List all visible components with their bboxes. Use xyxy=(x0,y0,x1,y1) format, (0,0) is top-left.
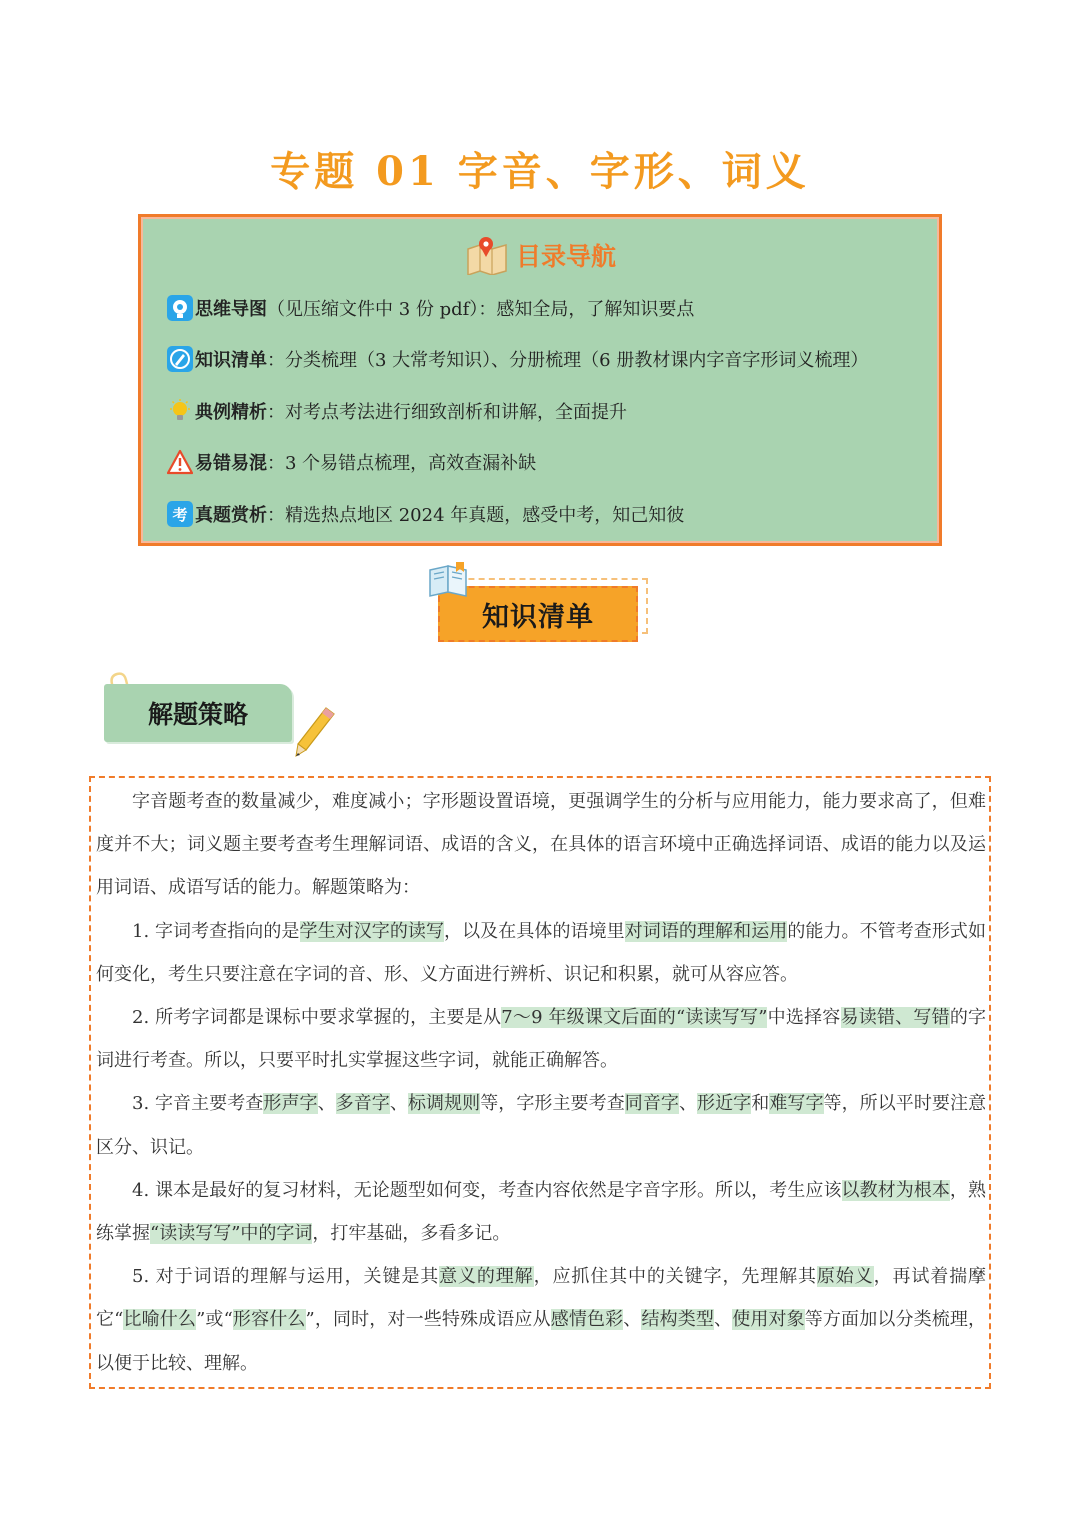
highlighted-term: 使用对象 xyxy=(732,1309,805,1331)
highlighted-term: 易读错、写错 xyxy=(840,1007,950,1029)
lightbulb-icon xyxy=(167,398,193,424)
text-run: 、 xyxy=(678,1093,698,1115)
toc-item-text: ：对考点考法进行细致剖析和讲解，全面提升 xyxy=(267,402,627,423)
highlighted-term: 形近字 xyxy=(697,1093,752,1115)
text-run: ，熟练掌握 xyxy=(96,1179,986,1245)
highlighted-term: 7～9 年级课文后面的“读读写写” xyxy=(501,1007,768,1029)
text-run: 、 xyxy=(389,1093,408,1115)
text-run: 等，字形主要考查 xyxy=(480,1093,625,1115)
highlighted-term: 感情色彩 xyxy=(550,1309,624,1331)
text-run: ”或“ xyxy=(196,1309,233,1331)
toc-item-text: ：分类梳理（3 大常考知识）、分册梳理（6 册教材课内字音字形词义梳理） xyxy=(267,350,869,371)
knowledge-list-banner xyxy=(438,578,648,644)
toc-item-label: 思维导图 xyxy=(195,299,267,320)
text-run: 等方面加以分类梳理，以便于比较、理解。 xyxy=(96,1309,987,1374)
text-run: 、 xyxy=(623,1309,642,1331)
toc-item xyxy=(167,501,684,527)
toc-item xyxy=(167,449,536,475)
text-run: 5. 对于词语的理解与运用，关键是其 xyxy=(132,1266,440,1288)
toc-navigation-box xyxy=(138,214,942,546)
toc-item xyxy=(167,398,627,424)
map-pin-icon xyxy=(464,235,510,275)
highlighted-term: 原始义 xyxy=(816,1266,874,1288)
page-title: 专题 01 字音、字形、词义 xyxy=(270,148,810,195)
toc-item xyxy=(167,346,868,372)
strategy-tab: 解题策略 xyxy=(104,684,292,742)
strategy-paragraph xyxy=(96,996,986,1082)
toc-item-label: 易错易混 xyxy=(195,453,267,474)
highlighted-term: 形容什么 xyxy=(232,1309,306,1331)
text-run: ，应抓住其中的关键字，先理解其 xyxy=(533,1266,817,1288)
text-run: ”，同时，对一些特殊成语应从 xyxy=(305,1309,551,1331)
text-run: 3. 字音主要考查 xyxy=(132,1093,264,1115)
pencil-icon xyxy=(292,706,336,758)
book-icon xyxy=(426,560,472,600)
exam-icon: 考 xyxy=(167,501,193,527)
highlighted-term: 形声字 xyxy=(263,1093,318,1115)
text-run: ，再试着揣摩它“ xyxy=(96,1266,987,1331)
highlighted-term: 意义的理解 xyxy=(439,1266,534,1288)
highlighted-term: “读读写写”中的字词 xyxy=(150,1223,313,1245)
text-run: 、 xyxy=(714,1309,733,1331)
text-run: 中选择容 xyxy=(767,1007,841,1029)
pen-icon xyxy=(167,346,193,372)
text-run: ，以及在具体的语境里 xyxy=(444,920,625,942)
toc-item-label: 真题赏析 xyxy=(195,505,267,526)
text-run: 、 xyxy=(317,1093,336,1115)
text-run: ，打牢基础，多看多记。 xyxy=(312,1223,511,1245)
text-run: 字音题考查的数量减少，难度减小；字形题设置语境，更强调学生的分析与应用能力，能力要求高了，但难度并不大；词义题主要考查考生理解词语、成语的含义，在具体的语言环境中正确选择词语、成语的能力以及运用词语、成语写话的能力。解题策略为： xyxy=(96,791,986,899)
highlighted-term: 对词语的理解和运用 xyxy=(624,920,788,942)
highlighted-term: 难写字 xyxy=(769,1093,824,1115)
highlighted-term: 结构类型 xyxy=(641,1309,715,1331)
highlighted-term: 学生对汉字的读写 xyxy=(299,920,445,942)
toc-item-text: （见压缩文件中 3 份 pdf）：感知全局，了解知识要点 xyxy=(267,299,695,320)
strategy-paragraph xyxy=(96,780,986,910)
text-run: 的能力。不管考查形式如何变化，考生只要注意在字词的音、形、义方面进行辨析、识记和积累，就可从容应答。 xyxy=(96,920,986,985)
banner-label: 知识清单 xyxy=(438,586,638,642)
toc-item-text: ：3 个易错点梳理，高效查漏补缺 xyxy=(267,453,537,474)
strategy-paragraph xyxy=(96,1082,986,1168)
warning-icon xyxy=(167,449,193,475)
toc-item-text: ：精选热点地区 2024 年真题，感受中考，知己知彼 xyxy=(267,505,685,526)
toc-item-label: 知识清单 xyxy=(195,350,267,371)
text-run: 的字词进行考查。所以，只要平时扎实掌握这些字词，就能正确解答。 xyxy=(96,1007,987,1072)
toc-heading xyxy=(141,235,939,279)
highlighted-term: 以教材为根本 xyxy=(841,1179,950,1201)
highlighted-term: 多音字 xyxy=(335,1093,390,1115)
toc-item xyxy=(167,295,694,321)
brain-icon xyxy=(167,295,193,321)
text-run: 和 xyxy=(751,1093,770,1115)
highlighted-term: 标调规则 xyxy=(407,1093,481,1115)
text-run: 4. 课本是最好的复习材料，无论题型如何变，考查内容依然是字音字形。所以，考生应该 xyxy=(132,1179,842,1201)
highlighted-term: 同音字 xyxy=(624,1093,679,1115)
strategy-paragraph xyxy=(96,1169,986,1255)
strategy-paragraph xyxy=(96,910,986,996)
toc-item-label: 典例精析 xyxy=(195,402,267,423)
text-run: 2. 所考字词都是课标中要求掌握的，主要是从 xyxy=(132,1007,502,1029)
strategy-paragraph xyxy=(96,1255,986,1385)
toc-heading-text: 目录导航 xyxy=(515,242,616,271)
text-run: 等，所以平时要注意区分、识记。 xyxy=(96,1093,987,1158)
highlighted-term: 比喻什么 xyxy=(123,1309,197,1331)
text-run: 1. 字词考查指向的是 xyxy=(132,920,300,942)
strategy-content xyxy=(96,780,986,1385)
